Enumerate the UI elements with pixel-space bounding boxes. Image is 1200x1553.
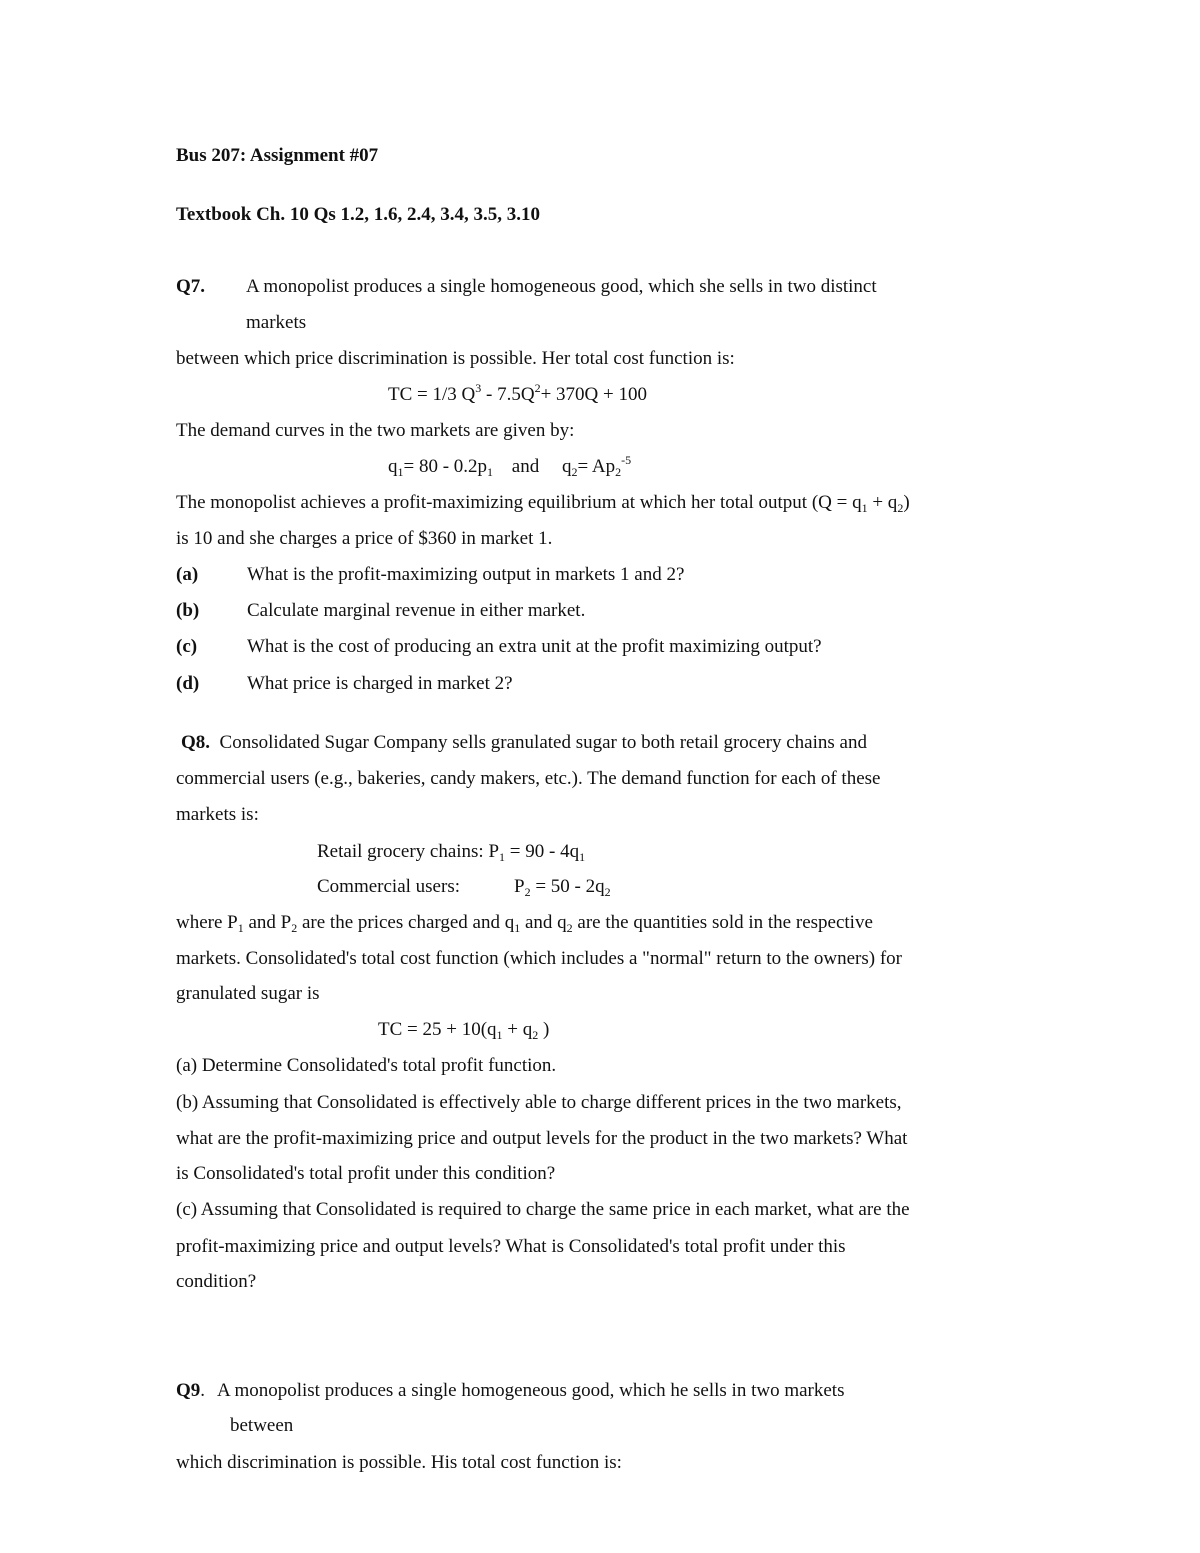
q7-label: Q7. — [176, 276, 206, 297]
q8-line-3: markets is: — [176, 804, 259, 825]
q8-part-a: (a) Determine Consolidated's total profit function. — [176, 1055, 557, 1076]
q8-part-b-line-2: what are the profit-maximizing price and output levels for the product in the two markets? What — [176, 1128, 908, 1149]
q7-demand-intro: The demand curves in the two markets are given by: — [176, 420, 575, 441]
q7-equilibrium-line-1: The monopolist achieves a profit-maximizing equilibrium at which her total output $(Q = q_1 + q_2)$ — [176, 492, 910, 515]
q7-part-a: (a) What is the profit-maximizing output in markets 1 and 2? — [176, 564, 685, 585]
textbook-questions: Textbook Ch. 10 Qs 1.2, 1.6, 2.4, 3.4, 3.5, 3.10 — [176, 204, 541, 225]
q9-line-1: Q9. A monopolist produces a single homogeneous good, which he sells in two markets — [176, 1380, 845, 1401]
q8-part-b-line-1: (b) Assuming that Consolidated is effectively able to charge different prices in the two markets, — [176, 1092, 902, 1113]
q8-retail-demand: Retail grocery chains: $P_1 = 90 - 4q_1$ — [317, 841, 586, 864]
q8-part-c-line-2: profit-maximizing price and output levels? What is Consolidated's total profit under this — [176, 1236, 846, 1257]
q7-line-3: between which price discrimination is possible. Her total cost function is: — [176, 348, 735, 369]
q7-equilibrium-line-2: is 10 and she charges a price of $360 in market 1. — [176, 528, 553, 549]
q8-granulated-line: granulated sugar is — [176, 983, 320, 1004]
q8-cost-function: TC = $25 + 10(q_1 + q_2$ ) — [378, 1019, 550, 1042]
q7-demand-curves: $q_1= 80 - 0.2p_1$ and $q_2= Ap_2^{-5}$ — [388, 453, 632, 479]
q8-part-b-line-3: is Consolidated's total profit under this condition? — [176, 1163, 556, 1184]
q8-line-2: commercial users (e.g., bakeries, candy makers, etc.). The demand function for each of these — [176, 768, 881, 789]
q7-part-d: (d) What price is charged in market 2? — [176, 673, 513, 694]
q9-line-2: between — [230, 1415, 294, 1436]
q8-label: Q8. — [181, 732, 211, 753]
q7-part-c: (c) What is the cost of producing an extra unit at the profit maximizing output? — [176, 636, 822, 657]
q8-part-c-line-1: (c) Assuming that Consolidated is required to charge the same price in each market, what are the — [176, 1199, 910, 1220]
q7-line-2: markets — [246, 312, 307, 333]
q8-line-1: Q8. Consolidated Sugar Company sells granulated sugar to both retail grocery chains and — [181, 732, 867, 753]
q7-line-1: Q7. A monopolist produces a single homogeneous good, which she sells in two distinct — [176, 276, 877, 297]
q8-part-c-line-3: condition? — [176, 1271, 257, 1292]
q9-label: Q9 — [176, 1380, 201, 1401]
q7-cost-function: TC = 1/3 $Q^3 - 7.5Q^2+ 370Q + 100$ — [388, 381, 647, 405]
q8-markets-line: markets. Consolidated's total cost function (which includes a "normal" return to the owners) for — [176, 948, 902, 969]
q8-where-line: where $P_1$ and $P_2$ are the prices charged and $q_1$ and $q_2$ are the quantities sold in the respective — [176, 912, 873, 935]
q7-part-b: (b) Calculate marginal revenue in either market. — [176, 600, 586, 621]
q9-line-3: which discrimination is possible. His total cost function is: — [176, 1452, 622, 1473]
assignment-title: Bus 207: Assignment #07 — [176, 145, 379, 166]
q8-commercial-demand: Commercial users: $P_2 = 50 - 2q_2$ — [317, 876, 611, 899]
